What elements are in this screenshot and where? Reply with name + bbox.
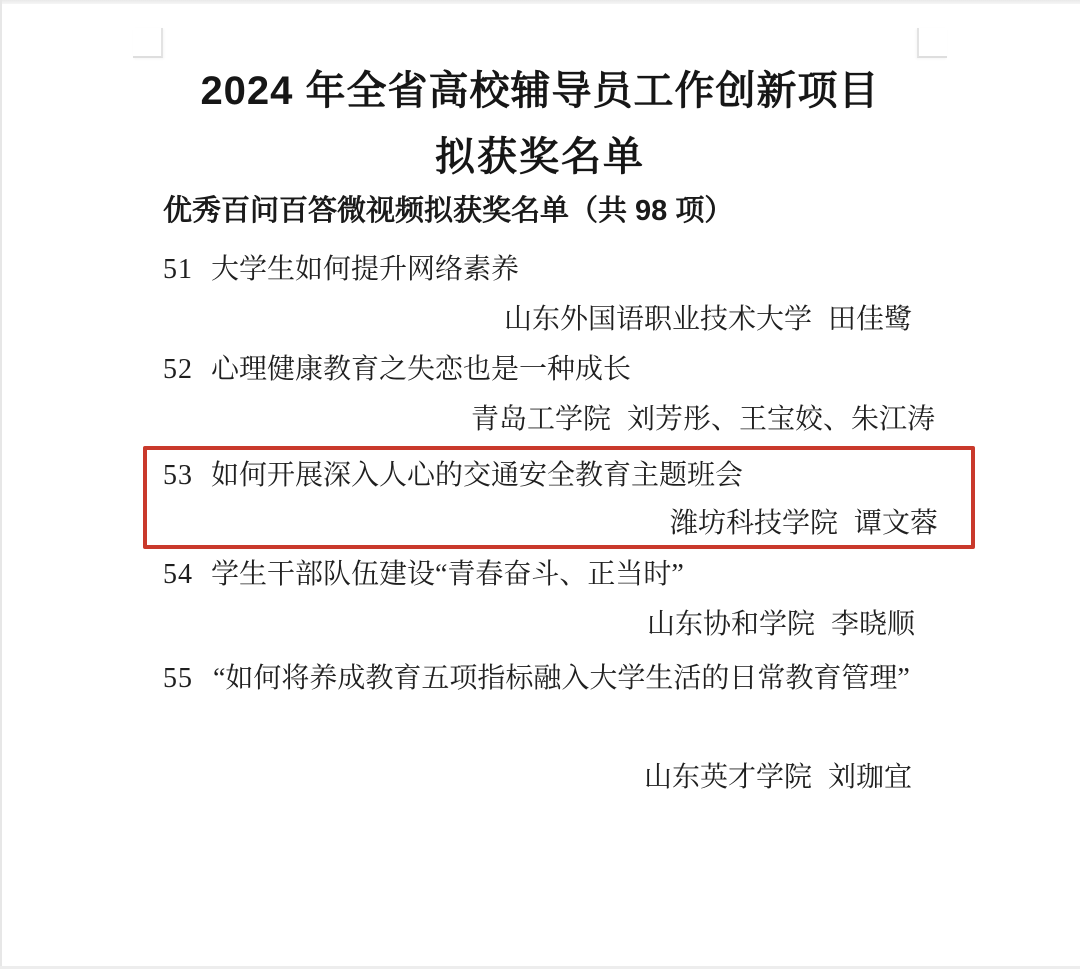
item-number: 53 (163, 460, 193, 491)
award-item-55-attribution (163, 759, 912, 797)
item-title: 学生干部队伍建设“青春奋斗、正当时” (211, 559, 684, 590)
award-item-54-title-row (163, 556, 684, 594)
recipient-names: 谭文蓉 (853, 508, 938, 539)
recipient-names: 李晓顺 (830, 609, 915, 640)
affiliation: 青岛工学院 (470, 404, 611, 435)
text-boundary-corner-mark-left (133, 28, 163, 58)
award-item-55-title-row (163, 657, 943, 701)
affiliation: 山东英才学院 (643, 762, 812, 793)
affiliation: 潍坊科技学院 (669, 508, 838, 539)
award-item-53-attribution (670, 505, 938, 543)
page-top-edge (0, 0, 1080, 4)
award-item-51-title-row (163, 251, 519, 289)
item-title: 大学生如何提升网络素养 (211, 254, 520, 285)
item-number: 55 (163, 663, 193, 694)
award-item-51-attribution (163, 301, 912, 339)
item-number: 52 (163, 354, 193, 385)
affiliation: 山东外国语职业技术大学 (503, 304, 812, 335)
item-title: 心理健康教育之失恋也是一种成长 (211, 354, 632, 385)
item-number: 54 (163, 559, 193, 590)
affiliation: 山东协和学院 (646, 609, 815, 640)
award-item-52-attribution (163, 401, 935, 439)
recipient-names: 刘芳彤、王宝姣、朱江涛 (626, 404, 935, 435)
award-item-54-attribution (163, 606, 915, 644)
highlight-box (143, 446, 975, 549)
item-title: “如何将养成教育五项指标融入大学生活的日常教育管理” (213, 663, 910, 694)
recipient-names: 刘珈宜 (827, 762, 912, 793)
item-title: 如何开展深入人心的交通安全教育主题班会 (211, 460, 744, 491)
section-heading: 优秀百问百答微视频拟获奖名单（共 98 项） (163, 195, 734, 227)
document-title-line2: 拟获奖名单 (435, 135, 645, 179)
award-item-53-title-row (163, 457, 743, 495)
award-item-52-title-row (163, 351, 631, 389)
text-boundary-corner-mark-right (917, 28, 947, 58)
recipient-names: 田佳鹭 (827, 304, 912, 335)
item-number: 51 (163, 254, 193, 285)
document-title-line1: 2024 年全省高校辅导员工作创新项目 (200, 69, 880, 113)
